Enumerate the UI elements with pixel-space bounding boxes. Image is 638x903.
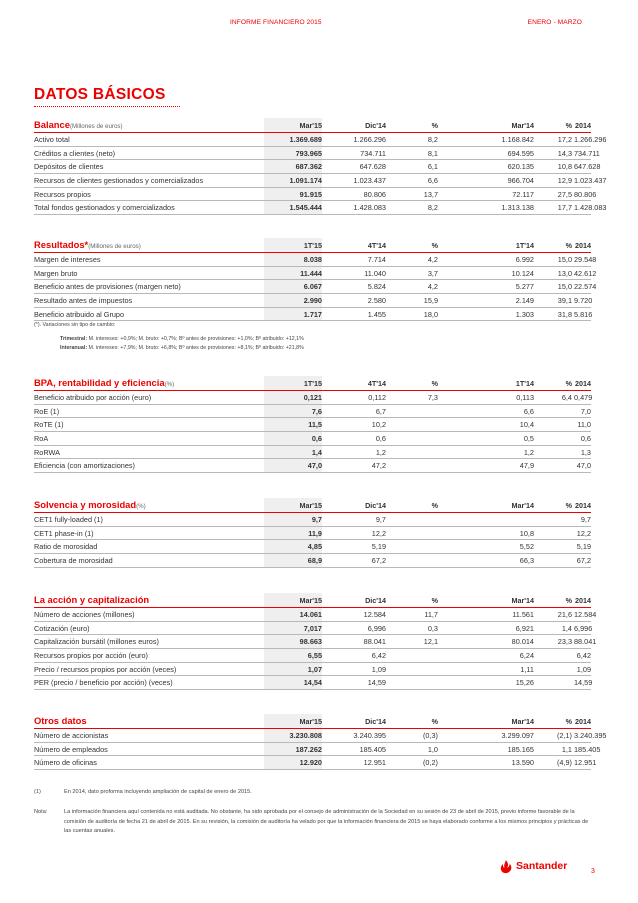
row-label: Número de accionistas [34,731,109,740]
cell-value: 47,0 [307,461,322,471]
column-header: % [565,121,572,130]
note-interanual [60,345,594,351]
cell-value: 10,2 [371,420,386,430]
section-header [34,118,591,133]
column-header: % [565,379,572,388]
column-header: % [431,121,438,130]
cell-value: 7,017 [303,623,322,633]
cell-value: 0,113 [516,393,534,402]
table-row [34,540,591,554]
table-row [34,446,591,460]
cell-value: 6,6 [523,406,534,416]
section-header [34,498,591,513]
cell-value: 15,0 [557,255,572,264]
cell-value: 6,55 [307,651,322,661]
cell-value: 734.711 [360,148,386,158]
column-header: Dic'14 [365,501,386,510]
cell-value: 68,9 [307,556,322,566]
note-interanual-label: Interanual: [60,345,88,351]
row-label: CET1 phase-in (1) [34,528,94,538]
row-label: Recursos de clientes gestionados y comercializados [34,176,204,186]
cell-value: 793.965 [295,148,322,158]
cell-value: 0,6 [580,434,591,444]
table-row [34,391,591,405]
page-title: DATOS BÁSICOS [34,86,166,103]
table-row [34,201,607,215]
cell-value: 10.124 [511,268,534,278]
cell-value: 9.720 [574,296,593,306]
cell-value: 1,2 [523,447,534,457]
column-header: % [431,596,438,605]
cell-value: 2.990 [303,296,322,306]
cell-value: 11,5 [308,420,322,430]
note-trimestral [60,336,594,342]
cell-value: 2.149 [515,296,534,306]
cell-value: 29.548 [574,255,597,264]
column-header: Dic'14 [365,596,386,605]
cell-value: 91.915 [299,189,322,199]
cell-value: 1.266.296 [574,135,607,144]
cell-value: 3.240.395 [353,731,386,740]
cell-value: 12.920 [299,758,322,768]
cell-value: 1,4 [561,623,572,633]
section-title [34,715,87,726]
header-report-title: INFORME FINANCIERO 2015 [230,19,322,26]
table-row [34,267,597,281]
cell-value: 5.824 [367,282,386,292]
cell-value: 8,2 [427,203,438,213]
section-title [34,377,174,388]
cell-value: 1,3 [580,447,591,457]
cell-value: 14,3 [557,148,572,158]
cell-value: 18,0 [423,309,438,319]
column-header: % [431,501,438,510]
footnote-1-text: En 2014, dato proforma incluyendo ampliación de capital de enero de 2015. [64,789,252,795]
column-header: Mar'15 [299,596,322,605]
cell-value: 10,8 [557,162,572,172]
cell-value: 1,1 [561,744,572,754]
cell-value: 88.041 [363,637,386,647]
section-header [34,376,591,391]
row-label: Recursos propios por acción (euro) [34,651,148,661]
row-label: Número de acciones (millones) [34,610,135,619]
cell-value: 12.584 [574,610,597,619]
cell-value: 17,2 [557,135,572,144]
cell-value: 5,19 [371,542,386,552]
column-header: % [431,717,438,726]
cell-value: 67,2 [371,556,386,566]
table-row [34,527,591,541]
cell-value: 687.362 [295,162,322,172]
row-label: Cotización (euro) [34,623,90,633]
column-header: 1T'15 [303,379,322,388]
row-label: Beneficio antes de provisiones (margen neto) [34,282,181,292]
table-row [34,649,591,663]
column-header: Mar'15 [299,121,322,130]
row-label: RoE (1) [34,406,60,416]
cell-value: 647.628 [574,162,601,172]
cell-value: 6,6 [427,176,438,186]
column-header: Mar'14 [511,501,534,510]
cell-value: 72.117 [512,189,534,199]
cell-value: 12.951 [363,758,386,768]
column-header: Mar'14 [511,717,534,726]
cell-value: 8,1 [427,148,438,158]
column-header: 4T'14 [367,379,386,388]
cell-value: 15,26 [515,678,534,688]
cell-value: 23,3 [557,637,572,647]
cell-value: 9,7 [311,515,322,524]
cell-value: 7,6 [311,406,322,416]
cell-value: 1.313.138 [501,203,534,213]
cell-value: 1.717 [303,309,322,319]
cell-value: 0,479 [574,393,593,402]
column-header: Mar'15 [299,501,322,510]
row-label: PER (precio / beneficio por acción) (veces) [34,678,173,688]
note-title: (*). Variaciones sin tipo de cambio: [34,322,116,328]
note-interanual-text: M. intereses: +7,9%; M. bruto: +6,8%; Bº antes de provisiones: +8,1%; Bº atribuido: +21,8% [87,345,304,351]
section-title-text: BPA, rentabilidad y eficiencia [34,377,165,388]
cell-value: 14.061 [299,610,322,619]
cell-value: 4,2 [427,282,438,292]
column-header: % [565,717,572,726]
cell-value: 1.091.174 [289,176,322,186]
cell-value: 647.628 [359,162,386,172]
cell-value: 187.262 [295,744,322,754]
cell-value: 7,0 [580,406,591,416]
cell-value: 1.168.842 [501,135,534,144]
section-header [34,593,591,608]
section-title-text: La acción y capitalización [34,594,150,605]
cell-value: 9,7 [375,515,386,524]
cell-value: 80.806 [363,189,386,199]
cell-value: 12,2 [371,528,386,538]
table-row [34,743,601,757]
table-row [34,676,591,690]
cell-value: 8,2 [427,135,438,144]
table-row [34,174,607,188]
cell-value: 0,3 [427,623,438,633]
cell-value: (0,3) [422,731,438,740]
footnote-nota-text: La información financiera aquí contenida no está auditada. No obstante, ha sido aprobada por el consejo de administración de la Sociedad en su sesión de 23 de abril de 2015, previo informe favorable de la comisión de auditoría de fecha 21 de abril de 2015. En su revisión, la comisión de auditoría ha velado por que la información financiera de 2015 se haya elaborado conforme a los mismos principios y prácticas de las cuentas anuales. [64,809,589,834]
column-header: 2014 [575,501,591,510]
cell-value: 98.663 [299,637,322,647]
cell-value: 185.405 [574,744,601,754]
cell-value: 39,1 [557,296,572,306]
cell-value: 12,2 [576,528,591,538]
table-row [34,729,607,743]
cell-value: 1.023.437 [574,176,607,186]
section-bpa [34,376,591,473]
cell-value: 6,1 [427,162,438,172]
column-header: 2014 [575,717,591,726]
cell-value: 5.277 [515,282,534,292]
cell-value: 2.580 [367,296,386,306]
cell-value: 42.612 [574,268,597,278]
cell-value: 66,3 [519,556,534,566]
cell-value: 11,0 [577,420,591,430]
column-header: % [565,501,572,510]
cell-value: 1,0 [427,744,438,754]
cell-value: 47,2 [371,461,386,471]
cell-value: 6,996 [367,623,386,633]
cell-value: 966.704 [507,176,534,186]
row-label: Precio / recursos propios por acción (veces) [34,664,177,674]
section-title [34,119,123,130]
cell-value: 1.303 [515,309,534,319]
column-header: Dic'14 [365,717,386,726]
table-row [34,635,597,649]
row-label: Beneficio atribuido al Grupo [34,309,125,319]
column-header: 4T'14 [367,241,386,250]
table-row [34,188,597,202]
cell-value: 1.545.444 [289,203,322,213]
cell-value: 10,8 [519,528,534,538]
cell-value: 1.023.437 [353,176,386,186]
cell-value: 7,3 [427,393,438,402]
cell-value: 12,1 [423,637,438,647]
cell-value: 185.165 [507,744,534,754]
cell-value: 80.806 [574,189,597,199]
cell-value: 0,6 [375,434,386,444]
cell-value: 47,9 [519,461,534,471]
page-number: 3 [591,868,595,875]
table-row [34,418,591,432]
cell-value: 620.135 [507,162,534,172]
cell-value: 6.992 [515,255,534,264]
column-header: 1T'14 [515,379,534,388]
column-header: 2014 [575,379,591,388]
cell-value: 80.014 [511,637,534,647]
cell-value: 6,4 [561,393,572,402]
section-units: (%) [136,503,146,510]
cell-value: 11.444 [300,268,322,278]
row-label: Beneficio atribuido por acción (euro) [34,393,152,402]
section-title-text: Solvencia y morosidad [34,499,137,510]
row-label: Total fondos gestionados y comercializados [34,203,175,213]
column-header: 2014 [575,596,591,605]
cell-value: 67,2 [576,556,591,566]
table-row [34,294,591,308]
brand-name: Santander [516,860,568,872]
column-header: % [565,241,572,250]
section-units: (Millones de euros) [88,243,141,250]
cell-value: 6,42 [576,651,591,661]
cell-value: 4,2 [427,255,438,264]
cell-value: 47,0 [576,461,591,471]
footnote-1-label: (1) [34,789,41,795]
cell-value: 3,7 [427,268,438,278]
cell-value: 11.040 [364,268,386,278]
cell-value: 14,54 [303,678,322,688]
cell-value: (0,2) [422,758,438,768]
column-header: % [565,596,572,605]
cell-value: 14,59 [367,678,386,688]
cell-value: 13,0 [557,268,572,278]
row-label: Recursos propios [34,189,91,199]
footnote-nota-label: Nota: [34,809,48,815]
column-header: Mar'14 [511,596,534,605]
table-row [34,308,591,322]
column-header: % [431,379,438,388]
cell-value: 15,0 [557,282,572,292]
cell-value: 1,4 [311,447,322,457]
column-header: Mar'15 [299,717,322,726]
row-label: Créditos a clientes (neto) [34,148,116,158]
row-label: Margen bruto [34,268,78,278]
cell-value: 3.240.395 [574,731,607,740]
cell-value: 14,59 [574,678,593,688]
table-row [34,513,591,527]
cell-value: 6.067 [303,282,322,292]
cell-value: 7.714 [367,255,386,264]
row-label: Eficiencia (con amortizaciones) [34,461,135,471]
column-header: 2014 [575,121,591,130]
cell-value: 734.711 [574,148,600,158]
table-row [34,459,591,473]
section-header [34,714,591,729]
section-title-text: Resultados* [34,239,89,250]
cell-value: (2,1) [556,731,572,740]
cell-value: 1.428.083 [574,203,607,213]
cell-value: 5,19 [576,542,591,552]
cell-value: 694.595 [507,148,534,158]
cell-value: 12.584 [363,610,386,619]
table-row [34,663,591,677]
cell-value: 6,996 [574,623,593,633]
cell-value: 27,5 [557,189,572,199]
cell-value: 13,7 [423,189,438,199]
section-header [34,238,591,253]
cell-value: 21,6 [557,610,572,619]
header-period: ENERO - MARZO [527,19,582,26]
cell-value: 6,921 [515,623,534,633]
table-row [34,147,600,161]
cell-value: 1.428.083 [353,203,386,213]
cell-value: 10,4 [519,420,534,430]
table-row [34,253,597,267]
row-label: CET1 fully-loaded (1) [34,515,103,524]
section-title-text: Otros datos [34,715,87,726]
cell-value: 1,11 [520,664,534,674]
table-row [34,432,591,446]
section-resultados [34,238,597,321]
santander-logo [500,860,580,876]
table-row [34,622,591,636]
section-units: (Millones de euros) [69,123,123,130]
cell-value: 11,9 [308,528,322,538]
note-trimestral-text: M. intereses: +0,9%; M. bruto: +0,7%; Bº antes de provisiones: +1,0%; Bº atribuido: +12,1% [87,336,304,342]
cell-value: (4,9) [556,758,572,768]
row-label: Cobertura de morosidad [34,556,113,566]
column-header: Mar'14 [511,121,534,130]
cell-value: 6,42 [371,651,386,661]
row-label: Número de empleados [34,744,108,754]
cell-value: 17,7 [557,203,572,213]
cell-value: 4,85 [307,542,322,552]
cell-value: 8.038 [303,255,322,264]
cell-value: 5.816 [574,309,593,319]
cell-value: 9,7 [580,515,591,524]
cell-value: 88.041 [574,637,597,647]
cell-value: 1,07 [307,664,322,674]
section-title [34,239,141,250]
column-header: 1T'14 [515,241,534,250]
cell-value: 0,6 [311,434,322,444]
cell-value: 3.299.097 [501,731,534,740]
cell-value: 13.590 [511,758,534,768]
table-row [34,133,607,147]
column-header: Dic'14 [365,121,386,130]
cell-value: 0,112 [368,393,386,402]
table-row [34,405,591,419]
cell-value: 1,09 [371,664,386,674]
cell-value: 1,09 [576,664,591,674]
column-header: 1T'15 [303,241,322,250]
cell-value: 185.405 [359,744,386,754]
cell-value: 5,52 [519,542,534,552]
row-label: RoA [34,434,49,444]
row-label: Ratio de morosidad [34,542,98,552]
table-row [34,160,601,174]
cell-value: 1.266.296 [353,135,386,144]
resultados-notes [34,322,594,354]
cell-value: 22.574 [574,282,597,292]
cell-value: 3.230.808 [289,731,322,740]
cell-value: 6,24 [519,651,534,661]
row-label: Activo total [34,135,70,144]
row-label: Número de oficinas [34,758,97,768]
cell-value: 12.951 [574,758,597,768]
cell-value: 1.369.689 [289,135,322,144]
table-row [34,280,597,294]
section-otros [34,714,607,770]
row-label: Depósitos de clientes [34,162,104,172]
section-units: (%) [164,381,175,388]
column-header: 2014 [575,241,591,250]
section-solvencia [34,498,591,568]
section-title [34,594,149,605]
cell-value: 11.561 [512,610,534,619]
cell-value: 15,9 [423,296,438,306]
cell-value: 0,121 [303,393,322,402]
note-trimestral-label: Trimestral: [60,336,88,342]
row-label: Margen de intereses [34,255,101,264]
section-title [34,499,146,510]
cell-value: 31,8 [557,309,572,319]
cell-value: 0,5 [523,434,534,444]
cell-value: 1.455 [367,309,386,319]
cell-value: 11,7 [424,610,438,619]
table-row [34,608,597,622]
row-label: Resultado antes de impuestos [34,296,133,306]
column-header: % [431,241,438,250]
section-accion [34,593,597,690]
row-label: RoRWA [34,447,60,457]
cell-value: 1,2 [375,447,386,457]
row-label: RoTE (1) [34,420,64,430]
table-row [34,554,591,568]
row-label: Capitalización bursátil (millones euros) [34,637,159,647]
santander-flame-icon [500,860,512,874]
title-divider [34,106,180,107]
table-row [34,756,597,770]
section-balance [34,118,607,215]
section-title-text: Balance [34,119,70,130]
cell-value: 12,9 [557,176,572,186]
cell-value: 6,7 [375,406,386,416]
